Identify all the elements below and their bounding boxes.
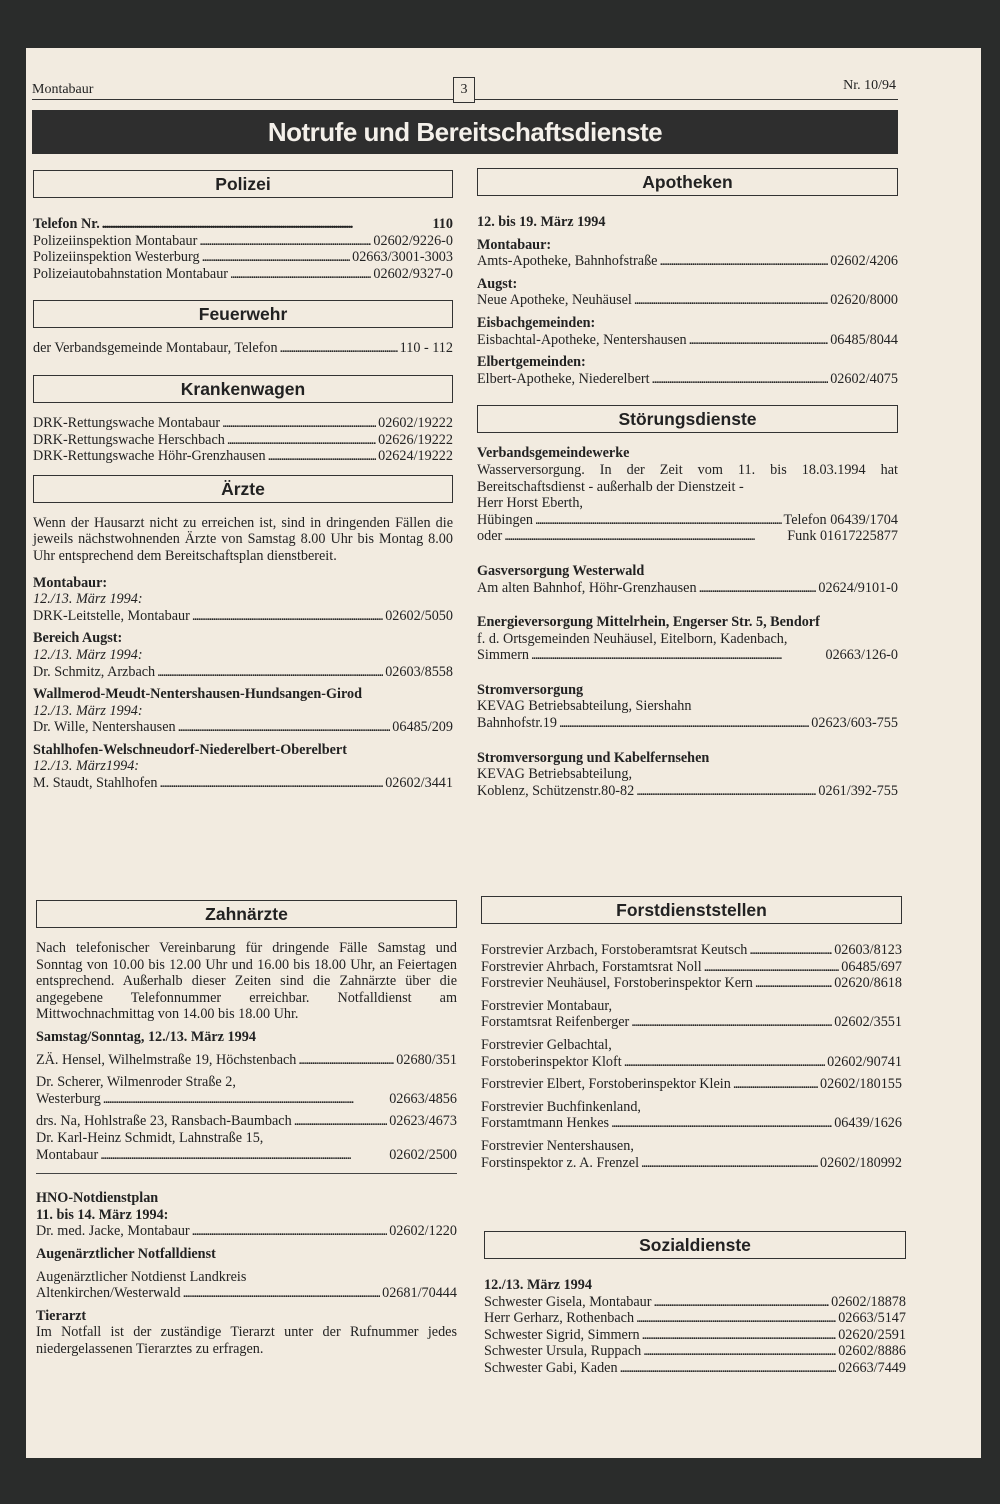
krankenwagen-row: DRK-Rettungswache Höhr-Grenzhausen . . . 02624/19222 xyxy=(33,448,453,465)
stoerung-heading: Störungsdienste xyxy=(477,405,898,433)
aerzte-group-date: 12./13. März 1994: xyxy=(33,702,143,719)
right-column xyxy=(477,168,898,799)
hno-row: Dr. med. Jacke, Montabaur . . . 02602/1220 xyxy=(36,1223,457,1240)
stoerung-row: oder . . . Funk 01617225877 xyxy=(477,528,898,545)
sozial-row: Schwester Ursula, Ruppach . . . 02602/8886 xyxy=(484,1343,906,1360)
zahnaerzte-row: drs. Na, Hohlstraße 23, Ransbach-Baumbach . . . 02623/4673 xyxy=(36,1113,457,1130)
sozial-section xyxy=(484,1231,906,1377)
sozial-row: Schwester Gabi, Kaden . . . 02663/7449 xyxy=(484,1360,906,1377)
apotheken-group-title: Augst: xyxy=(477,275,518,292)
aerzte-group-title: Wallmerod-Meudt-Nentershausen-Hundsangen-Girod xyxy=(33,686,362,703)
apotheken-group-title: Eisbachgemeinden: xyxy=(477,314,596,331)
zahnaerzte-line: Dr. Scherer, Wilmenroder Straße 2, xyxy=(36,1074,236,1091)
aerzte-group-title: Bereich Augst: xyxy=(33,630,123,647)
apotheken-heading: Apotheken xyxy=(477,168,898,196)
zahnaerzte-date: Samstag/Sonntag, 12./13. März 1994 xyxy=(36,1028,256,1045)
stoerung-row: Hübingen . . . Telefon 06439/1704 xyxy=(477,512,898,529)
polizei-phone-row: Telefon Nr. . . . 110 xyxy=(33,216,453,233)
forst-heading: Forstdienststellen xyxy=(481,896,902,924)
forst-line: Forstrevier Buchfinkenland, xyxy=(481,1098,641,1115)
stoerung-energie-line: f. d. Ortsgemeinden Neuhäusel, Eitelborn, Kadenbach, xyxy=(477,630,788,647)
zahnaerzte-heading: Zahnärzte xyxy=(36,900,457,928)
forst-row: Forstrevier Ahrbach, Forstamtsrat Noll . . . 06485/697 xyxy=(481,959,902,976)
apotheken-row: Amts-Apotheke, Bahnhofstraße . . . 02602/4206 xyxy=(477,253,898,270)
stoerung-gas-title: Gasversorgung Westerwald xyxy=(477,562,645,579)
aerzte-heading: Ärzte xyxy=(33,475,453,503)
stoerung-vg-title: Verbandsgemeindewerke xyxy=(477,445,630,462)
right-column-lower xyxy=(481,896,902,1171)
forst-row: Forstoberinspektor Kloft . . . 02602/90741 xyxy=(481,1054,902,1071)
forst-row: Forstrevier Neuhäusel, Forstoberinspektor Kern . . . 02620/8618 xyxy=(481,975,902,992)
aerzte-row: M. Staudt, Stahlhofen . . . 02602/3441 xyxy=(33,775,453,792)
stoerung-strom-line: KEVAG Betriebsabteilung, Siershahn xyxy=(477,698,692,715)
divider xyxy=(36,1173,457,1174)
zahnaerzte-row: Montabaur . . . 02602/2500 xyxy=(36,1147,457,1164)
augen-row: Altenkirchen/Westerwald . . . 02681/70444 xyxy=(36,1285,457,1302)
polizei-row: Polizeiinspektion Westerburg . . . 02663/3001-3003 xyxy=(33,249,453,266)
polizei-row: Polizeiautobahnstation Montabaur . . . 02602/9327-0 xyxy=(33,266,453,283)
page-title: Notrufe und Bereitschaftsdienste xyxy=(32,110,898,154)
stoerung-energie-title: Energieversorgung Mittelrhein, Engerser Str. 5, Bendorf xyxy=(477,614,820,631)
forst-line: Forstrevier Gelbachtal, xyxy=(481,1036,612,1053)
apotheken-group-title: Elbertgemeinden: xyxy=(477,354,586,371)
hno-date: 11. bis 14. März 1994: xyxy=(36,1206,169,1223)
sozial-row: Herr Gerharz, Rothenbach . . . 02663/5147 xyxy=(484,1310,906,1327)
sozial-date: 12./13. März 1994 xyxy=(484,1277,592,1293)
header-location: Montabaur xyxy=(32,82,94,97)
augen-line: Augenärztlicher Notdienst Landkreis xyxy=(36,1268,247,1285)
left-column-lower xyxy=(36,900,457,1357)
forst-line: Forstrevier Montabaur, xyxy=(481,997,613,1014)
aerzte-intro: Wenn der Hausarzt nicht zu erreichen ist, sind in dringenden Fällen die jeweils nächstwohnenden Ärzte von Samstag 8.00 Uhr bis Montag 8.00 Uhr entsprechend dem Bereitschaftsplan dienstbereit. xyxy=(33,514,453,564)
stoerung-row: Simmern . . . 02663/126-0 xyxy=(477,647,898,664)
aerzte-row: DRK-Leitstelle, Montabaur . . . 02602/5050 xyxy=(33,608,453,625)
forst-row: Forstamtsrat Reifenberger . . . 02602/3551 xyxy=(481,1014,902,1031)
augen-title: Augenärztlicher Notfalldienst xyxy=(36,1245,216,1262)
page-number: 3 xyxy=(453,77,475,103)
aerzte-group-date: 12./13. März 1994: xyxy=(33,591,143,608)
forst-row: Forstrevier Arzbach, Forstoberamtsrat Keutsch . . . 02603/8123 xyxy=(481,942,902,959)
hno-title: HNO-Notdienstplan xyxy=(36,1190,159,1207)
stoerung-kabel-line: KEVAG Betriebsabteilung, xyxy=(477,766,632,783)
zahnaerzte-line: Dr. Karl-Heinz Schmidt, Lahnstraße 15, xyxy=(36,1129,264,1146)
aerzte-group-date: 12./13. März 1994: xyxy=(33,646,143,663)
tierarzt-text: Im Notfall ist der zuständige Tierarzt unter der Rufnummer jedes niedergelassenen Tierarztes zu erfragen. xyxy=(36,1324,457,1357)
stoerung-kabel-title: Stromversorgung und Kabelfernsehen xyxy=(477,749,710,766)
forst-row: Forstamtmann Henkes . . . 06439/1626 xyxy=(481,1115,902,1132)
apotheken-group-title: Montabaur: xyxy=(477,236,552,253)
stoerung-vg-person: Herr Horst Eberth, xyxy=(477,495,583,512)
apotheken-row: Eisbachtal-Apotheke, Nentershausen . . . 06485/8044 xyxy=(477,332,898,349)
polizei-heading: Polizei xyxy=(33,170,453,198)
sozial-heading: Sozialdienste xyxy=(484,1231,906,1259)
polizei-row: Polizeiinspektion Montabaur . . . 02602/9226-0 xyxy=(33,233,453,250)
apotheken-row: Elbert-Apotheke, Niederelbert . . . 02602/4075 xyxy=(477,371,898,388)
left-column xyxy=(33,170,453,792)
aerzte-group-date: 12./13. März1994: xyxy=(33,758,140,775)
forst-row: Forstinspektor z. A. Frenzel . . . 02602/180992 xyxy=(481,1155,902,1172)
forst-line: Forstrevier Nentershausen, xyxy=(481,1137,634,1154)
issue-number: Nr. 10/94 xyxy=(843,78,896,93)
aerzte-row: Dr. Schmitz, Arzbach . . . 02603/8558 xyxy=(33,664,453,681)
zahnaerzte-row: ZÄ. Hensel, Wilhelmstraße 19, Höchstenbach . . . 02680/351 xyxy=(36,1052,457,1069)
aerzte-row: Dr. Wille, Nentershausen . . . 06485/209 xyxy=(33,719,453,736)
stoerung-row: Koblenz, Schützenstr.80-82 . . . 0261/392-755 xyxy=(477,783,898,800)
forst-row: Forstrevier Elbert, Forstoberinspektor Klein . . . 02602/180155 xyxy=(481,1076,902,1093)
tierarzt-title: Tierarzt xyxy=(36,1307,87,1324)
apotheken-date: 12. bis 19. März 1994 xyxy=(477,214,606,230)
stoerung-vg-text: Wasserversorgung. In der Zeit vom 11. bis 18.03.1994 hat Bereitschaftsdienst - außerhalb der Dienstzeit - xyxy=(477,461,898,495)
sozial-row: Schwester Sigrid, Simmern . . . 02620/2591 xyxy=(484,1327,906,1344)
stoerung-row: Am alten Bahnhof, Höhr-Grenzhausen . . . 02624/9101-0 xyxy=(477,580,898,597)
feuerwehr-row: der Verbandsgemeinde Montabaur, Telefon . . . 110 - 112 xyxy=(33,340,453,357)
aerzte-group-title: Stahlhofen-Welschneudorf-Niederelbert-Oberelbert xyxy=(33,741,347,758)
zahnaerzte-intro: Nach telefonischer Vereinbarung für dringende Fälle Samstag und Sonntag von 10.00 bis 12.00 Uhr und 16.00 bis 18.00 Uhr, an Feiertagen entsprechend. Außerhalb dieser Zeiten sind die Zahnärzte über die angegebene Telefonnummer erreichbar. Notfalldienst am Mittwochnachmittag von 14.00 bis 18.00 Uhr. xyxy=(36,940,457,1023)
sozial-row: Schwester Gisela, Montabaur . . . 02602/18878 xyxy=(484,1294,906,1311)
stoerung-strom-title: Stromversorgung xyxy=(477,681,584,698)
krankenwagen-row: DRK-Rettungswache Montabaur . . . 02602/19222 xyxy=(33,415,453,432)
stoerung-row: Bahnhofstr.19 . . . 02623/603-755 xyxy=(477,715,898,732)
feuerwehr-heading: Feuerwehr xyxy=(33,300,453,328)
krankenwagen-row: DRK-Rettungswache Herschbach . . . 02626/19222 xyxy=(33,432,453,449)
zahnaerzte-row: Westerburg . . . 02663/4856 xyxy=(36,1091,457,1108)
krankenwagen-heading: Krankenwagen xyxy=(33,375,453,403)
apotheken-row: Neue Apotheke, Neuhäusel . . . 02620/8000 xyxy=(477,292,898,309)
aerzte-group-title: Montabaur: xyxy=(33,574,108,591)
